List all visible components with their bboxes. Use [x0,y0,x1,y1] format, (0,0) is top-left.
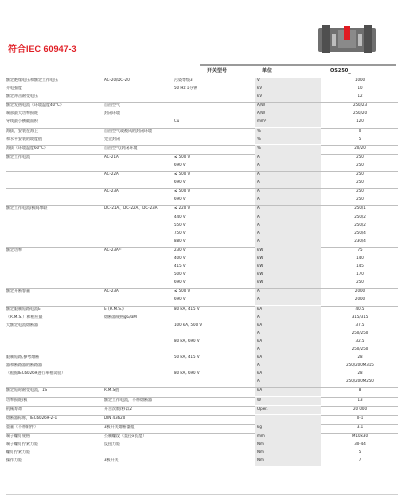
spec-value: 20 000 [353,406,367,411]
spec-value: 250/200M250 [346,379,374,384]
spec-name: 海拔，安装在海上 [6,128,38,133]
table-row [6,256,398,264]
spec-value: 30-44 [354,442,366,447]
spec-detail: 550 V [174,222,186,227]
page-title: 符合IEC 60947-3 [8,44,77,54]
spec-unit: A [257,222,260,227]
table-row [6,111,398,119]
spec-unit: kW [257,280,264,285]
spec-name: （根据IEC60269进行单相试验） [6,371,66,376]
spec-name: 额定工作电流/极间串联 [6,206,48,211]
spec-detail: ≤ 500 V [174,289,191,294]
spec-name: 额定绝缘电压和额定工作电压 [6,78,58,82]
spec-value: 0 [358,128,362,133]
spec-unit: A [257,197,260,202]
spec-table [6,78,398,466]
spec-name: 额定功率 [6,247,22,252]
spec-value: 32.5 [355,338,365,343]
table-row [6,172,398,180]
table-row [6,307,398,315]
spec-detail: 690 V [174,162,186,167]
spec-name: 导线最小横截面积 [6,119,38,124]
spec-unit: A [257,379,260,384]
table-row [6,146,398,155]
spec-unit: kA [257,371,263,376]
table-row [6,388,398,397]
spec-detail: 80 kA, 690 V [174,371,200,376]
spec-name: 端子螺钉拧紧力矩 [6,442,38,447]
spec-unit: kA [257,306,263,311]
table-row [6,407,398,416]
spec-value: 250/2 [354,214,366,219]
spec-name: 额定工作电流 [6,154,30,159]
spec-name: 器和断路器的断路器 [6,363,42,368]
spec-value: 28 [357,371,363,376]
spec-value: 250/250 [351,347,369,351]
table-row [6,458,398,466]
spec-name: 螺钉拧紧力矩 [6,450,30,455]
spec-unit: A [257,238,260,243]
spec-value: 250/4 [354,230,366,235]
spec-condition: 额定工作电流，不带熔断器 [104,397,152,402]
spec-value: 5 [358,450,362,455]
table-row [6,355,398,363]
spec-condition: DIN 43620 [104,415,126,420]
spec-value: 10 [357,86,363,91]
spec-condition: 自由空气 [104,103,120,108]
table-row [6,78,398,86]
spec-condition: 3极开关熔断器组 [104,424,135,429]
spec-unit: kW [257,255,264,260]
header-unit: 单位 [262,68,273,74]
spec-detail: 50 Hz 1分钟 [174,86,198,91]
table-row [6,398,398,407]
spec-detail: 100 kA, 500 V [174,322,203,327]
spec-unit: A/W [257,111,266,116]
spec-detail: 690 V [174,180,186,185]
spec-unit: kW [257,264,264,269]
spec-unit: % [257,136,261,141]
header-param: 开关型号 [207,68,228,74]
spec-value: 40.5 [355,306,365,311]
spec-name: 机械寿命 [6,406,22,411]
table-row [6,197,398,206]
spec-detail: 750 V [174,230,186,235]
table-row [6,264,398,272]
spec-condition: 封闭环境 [104,111,120,116]
spec-unit: % [257,128,261,133]
spec-unit: kV [257,94,263,99]
spec-unit: A [257,206,260,211]
table-row [6,180,398,189]
table-row [6,339,398,347]
spec-value: 250/20 [352,111,368,116]
spec-unit: kW [257,272,264,277]
spec-detail: 690 V [174,280,186,285]
spec-value: 140 [356,255,364,260]
spec-unit: A [257,347,260,351]
spec-unit: Nm [257,442,264,447]
spec-detail: 880 V [174,238,186,243]
spec-unit: A/W [257,103,266,108]
spec-value: 250 [356,280,364,285]
table-row [6,223,398,231]
spec-unit: A [257,189,260,194]
spec-value: 2000 [354,289,366,294]
spec-name: 海拔（环境温度60°C） [6,145,48,150]
spec-condition: AC-23A¹⁾ [104,247,122,252]
spec-unit: kV [257,86,263,91]
table-row [6,289,398,297]
spec-condition: 完全封闭 [104,136,120,141]
spec-name: 介电强度 [6,86,22,91]
header-model: OS250_ [330,68,351,74]
table-row [6,425,398,434]
table-row [6,137,398,146]
table-row [6,442,398,450]
table-row [6,434,398,442]
spec-name: 重量（不带附件） [6,424,38,429]
table-row [6,280,398,289]
table-row [6,155,398,163]
spec-value: 28 [357,355,363,360]
table-row [6,363,398,371]
spec-value: 2000 [354,297,366,302]
table-row [6,215,398,223]
spec-condition: 自由空气或被风的封闭环境 [104,128,152,133]
table-row [6,248,398,256]
spec-condition: 熔断器规格gG/aM [104,314,137,319]
spec-unit: % [257,145,261,150]
spec-condition: AC-20/DC-20 [104,78,130,82]
spec-unit: kA [257,322,263,327]
spec-name: 和水平安装的坡度值 [6,136,42,141]
spec-condition: AC-23A [104,289,119,294]
spec-value: 250 [356,154,364,159]
table-row [6,347,398,355]
spec-name: 端部最大功率损耗 [6,111,38,116]
spec-condition: 3极开关 [104,458,119,463]
spec-unit: A [257,289,260,294]
table-row [6,272,398,280]
spec-value: 250 [356,189,364,194]
spec-value: 0-1 [356,415,364,420]
spec-detail: 230 V [174,247,186,252]
spec-value: 37.5 [355,322,365,327]
spec-value: 250 [356,180,364,185]
spec-unit: V [257,78,260,82]
spec-value: 75 [357,247,363,252]
spec-value: 250 [356,197,364,202]
spec-value: 170 [356,272,364,277]
spec-unit: A [257,162,260,167]
spec-unit: A [257,363,260,368]
table-row [6,94,398,103]
table-row [6,129,398,137]
footer-rule [6,494,398,495]
spec-unit: Oper. [257,406,268,411]
spec-value: 3.1 [356,424,364,429]
spec-name: 额定限制短路电流Iₖ [6,306,41,311]
table-row [6,189,398,197]
spec-detail: 440 V [174,214,186,219]
spec-value: 250/250 [351,330,369,335]
spec-detail: 50 kA, 415 V [174,355,200,360]
spec-detail: 80 kA, 690 V [174,338,200,343]
spec-detail: 80 kA, 415 V [174,306,200,311]
table-row [6,103,398,111]
spec-name: 端子螺钉规格 [6,433,30,438]
spec-detail: 415 V [174,264,186,269]
spec-name: 熔断器标称，IEC60269-2-1 [6,415,58,420]
table-row [6,206,398,214]
table-row [6,416,398,425]
spec-detail: 500 V [174,272,186,277]
spec-value: 250/1 [354,206,366,211]
spec-condition: 自由空气/封闭环境 [104,145,138,150]
spec-value: 120 [356,119,364,124]
spec-name: 功率损耗/极 [6,397,28,402]
spec-name: 限制短路,参考熔断 [6,355,40,360]
spec-condition: 开合次数/秒以2 [104,406,132,411]
spec-detail: 690 V [174,297,186,302]
spec-unit: kA [257,338,263,343]
spec-value: 8 [358,388,362,393]
table-row [6,450,398,458]
spec-detail: Cu [174,119,180,124]
spec-unit: kg [257,424,262,429]
spec-name: 额定短时耐受电流，1S [6,388,48,393]
spec-name: 操作力矩 [6,458,22,463]
spec-value: 13 [357,397,363,402]
table-row [6,163,398,172]
spec-unit: A [257,214,260,219]
table-row [6,86,398,94]
table-row [6,331,398,339]
spec-name: 大额定电流熔断器 [6,322,38,327]
spec-condition: R.M.S值 [104,388,120,393]
spec-value: 1000 [354,78,366,82]
spec-value: 250/23 [352,103,368,108]
spec-condition: AC-22A [104,172,119,177]
spec-condition: 公制螺纹（直径x长度） [104,433,147,438]
spec-unit: Nm [257,450,264,455]
spec-unit: mm² [257,119,267,124]
table-row [6,239,398,248]
spec-unit: A [257,172,260,177]
table-row [6,379,398,388]
spec-detail: 690 V [174,197,186,202]
spec-unit: A [257,314,260,319]
spec-value: 250 [356,172,364,177]
spec-unit: kW [257,247,264,252]
spec-value: 250/2 [354,222,366,227]
spec-detail: ≤ 220 V [174,206,191,211]
spec-name: 额定开断容量 [6,289,30,294]
spec-name: 额定发热电流（环境温度40°C） [6,103,64,108]
spec-unit: A [257,154,260,159]
spec-value: 145 [356,264,364,269]
spec-value: 20/20 [354,145,366,150]
spec-name: 额定冲击耐受电压 [6,94,38,99]
table-top-rule [200,64,396,66]
spec-condition: 反扭力矩 [104,442,120,447]
spec-condition: AC-21A [104,154,119,159]
spec-unit: A [257,330,260,335]
spec-value: 315/315 [351,314,369,319]
spec-condition: DC-21A、DC-22A、DC-23A [104,206,158,211]
table-row [6,371,398,379]
table-row [6,315,398,323]
spec-condition: AC-23A [104,189,119,194]
spec-value: 250/200M315 [346,363,374,368]
spec-unit: Nm [257,458,264,463]
spec-detail: ≤ 500 V [174,189,191,194]
spec-value: 5 [358,136,362,141]
spec-detail: 400 V [174,255,186,260]
spec-value: 12 [357,94,363,99]
spec-unit: A [257,230,260,235]
spec-unit: W [257,397,261,402]
switch-disconnector-product-photo [316,22,378,56]
table-row [6,323,398,331]
spec-unit: A [257,180,260,185]
spec-value: 230/4 [354,238,366,243]
spec-value: 250 [356,162,364,167]
spec-unit: kA [257,355,263,360]
table-row [6,297,398,306]
unit-shade [255,415,321,423]
spec-unit: kA [257,388,263,393]
table-row [6,231,398,239]
spec-value: 7 [358,458,362,463]
spec-detail: ≤ 500 V [174,172,191,177]
spec-value: M10x30 [352,433,368,438]
spec-condition: Iₖ (R.M.S.) [104,306,124,311]
table-row [6,119,398,128]
spec-unit: mm [257,433,265,438]
spec-name: （R.M.S.）和相应最 [6,314,43,319]
spec-detail: 污染等级3 [174,78,193,82]
spec-unit: A [257,297,260,302]
spec-detail: ≤ 500 V [174,154,191,159]
